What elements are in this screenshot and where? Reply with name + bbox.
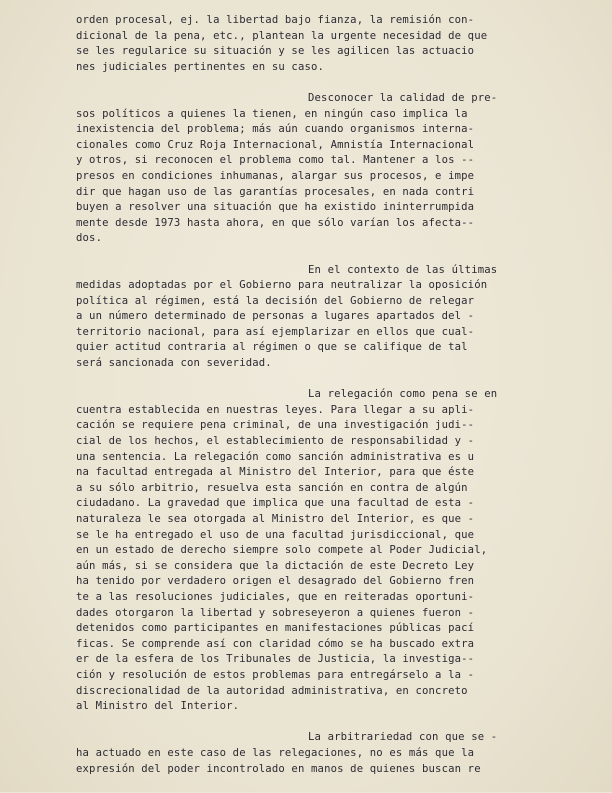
text-line: quier actitud contraria al régimen o que se califique de tal bbox=[76, 341, 468, 354]
text-line: buyen a resolver una situación que ha existido ininterrumpida bbox=[76, 201, 475, 214]
text-line: na facultad entregada al Ministro del Interior, para que éste bbox=[76, 466, 475, 479]
text-line: a su sólo arbitrio, resuelva esta sanción en contra de algún bbox=[76, 481, 468, 494]
text-line: política al régimen, está la decisión del Gobierno de relegar bbox=[76, 294, 475, 307]
text-line: cionales como Cruz Roja Internacional, Amnistía Internacional bbox=[76, 138, 475, 151]
text-line: nes judiciales pertinentes en su caso. bbox=[76, 60, 325, 73]
text-line: discrecionalidad de la autoridad administrativa, en concreto bbox=[76, 684, 468, 697]
text-line: dir que hagan uso de las garantías procesales, en nada contri bbox=[76, 185, 475, 198]
text-line: La arbitrariedad con que se - bbox=[308, 731, 498, 744]
text-line: er de la esfera de los Tribunales de Justicia, la investiga-- bbox=[76, 653, 475, 666]
text-line: cial de los hechos, el establecimiento de responsabilidad y - bbox=[76, 435, 475, 448]
paragraph bbox=[76, 263, 546, 372]
text-line: En el contexto de las últimas bbox=[308, 263, 498, 276]
text-line: se les regularice su situación y se les agilicen las actuacio bbox=[76, 45, 475, 58]
text-line: cación se requiere pena criminal, de una investigación judi-- bbox=[76, 419, 475, 432]
text-line: al Ministro del Interior. bbox=[76, 700, 240, 713]
text-line: cuentra establecida en nuestras leyes. Para llegar a su apli- bbox=[76, 403, 475, 416]
text-line: te a las resoluciones judiciales, que en reiteradas oportuni- bbox=[76, 590, 475, 603]
paragraph bbox=[76, 730, 546, 777]
typewritten-text bbox=[76, 13, 546, 793]
text-line: aún más, si se considera que la dictación de este Decreto Ley bbox=[76, 559, 475, 572]
text-line: inexistencia del problema; más aún cuando organismos interna- bbox=[76, 123, 475, 136]
text-line: medidas adoptadas por el Gobierno para neutralizar la oposición bbox=[76, 279, 488, 292]
text-line: ción y resolución de estos problemas para entregárselo a la - bbox=[76, 668, 475, 681]
text-line: ha tenido por verdadero origen el desagrado del Gobierno fren bbox=[76, 575, 475, 588]
text-line: detenidos como participantes en manifestaciones públicas pací bbox=[76, 622, 475, 635]
text-line: ha actuado en este caso de las relegaciones, no es más que la bbox=[76, 746, 475, 759]
text-line: dos. bbox=[76, 232, 103, 245]
paragraph bbox=[76, 91, 546, 247]
text-line: será sancionada con severidad. bbox=[76, 357, 272, 370]
text-line: dicional de la pena, etc., plantean la urgente necesidad de que bbox=[76, 29, 488, 42]
text-line: a un número determinado de personas a lugares apartados del - bbox=[76, 310, 475, 323]
paragraph bbox=[76, 387, 546, 714]
text-line: Desconocer la calidad de pre- bbox=[308, 91, 498, 104]
text-line: ficas. Se comprende así con claridad cómo se ha buscado extra bbox=[76, 637, 475, 650]
text-line: sos políticos a quienes la tienen, en ningún caso implica la bbox=[76, 107, 468, 120]
text-line: en un estado de derecho siempre solo compete al Poder Judicial, bbox=[76, 544, 488, 557]
text-line: una sentencia. La relegación como sanción administrativa es u bbox=[76, 450, 475, 463]
paragraph bbox=[76, 13, 546, 75]
text-line: dades otorgaron la libertad y sobreseyeron a quienes fueron - bbox=[76, 606, 475, 619]
text-line: se le ha entregado el uso de una facultad jurisdiccional, que bbox=[76, 528, 475, 541]
text-line: orden procesal, ej. la libertad bajo fianza, la remisión con- bbox=[76, 14, 475, 26]
text-line: naturaleza le sea otorgada al Ministro del Interior, es que - bbox=[76, 513, 475, 525]
text-line: expresión del poder incontrolado en manos de quienes buscan re bbox=[76, 762, 481, 775]
text-line: La relegación como pena se en bbox=[308, 388, 498, 401]
text-line: mente desde 1973 hasta ahora, en que sólo varían los afecta-- bbox=[76, 216, 475, 229]
text-line: territorio nacional, para así ejemplarizar en ellos que cual- bbox=[76, 325, 475, 338]
text-line: ciudadano. La gravedad que implica que una facultad de esta - bbox=[76, 497, 475, 510]
text-line: y otros, si reconocen el problema como tal. Mantener a los -- bbox=[76, 154, 475, 167]
text-line: presos en condiciones inhumanas, alargar sus procesos, e impe bbox=[76, 169, 475, 182]
